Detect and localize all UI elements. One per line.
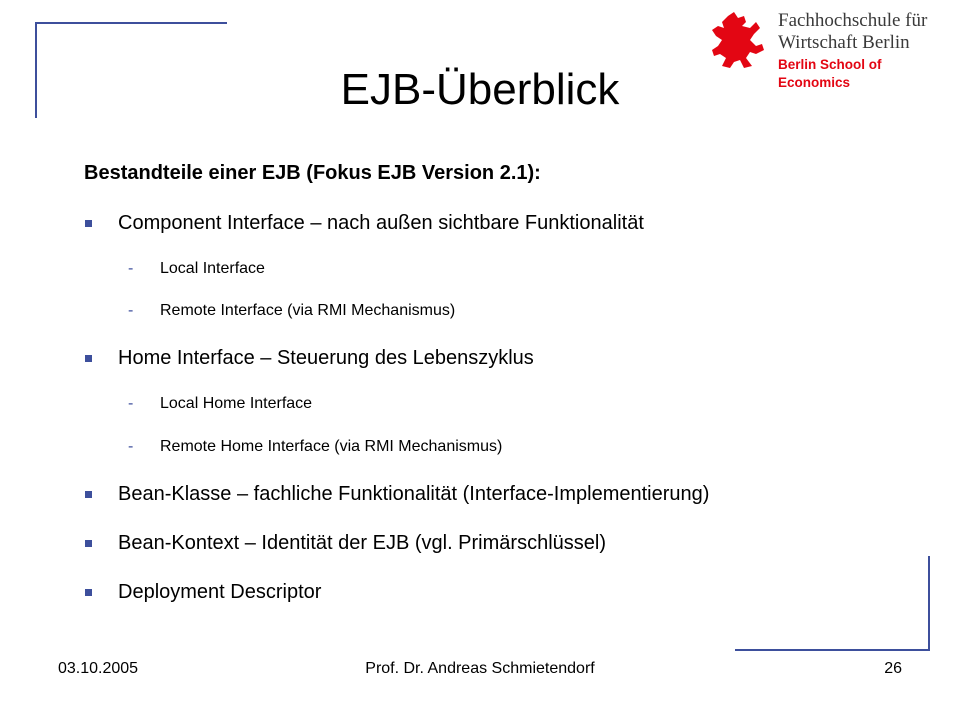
footer-date: 03.10.2005 <box>58 660 139 677</box>
logo-english-name: Berlin School of Economics <box>778 57 882 90</box>
bullet-text: Deployment Descriptor <box>118 581 322 603</box>
sub-item-text: Remote Interface (via RMI Mechanismus) <box>160 302 456 319</box>
bullet-text: Component Interface – nach außen sichtbare Funktionalität <box>118 212 644 234</box>
frame-top-horizontal-line <box>35 22 227 24</box>
bullet-text: Bean-Kontext – Identität der EJB (vgl. Primärschlüssel) <box>118 532 606 554</box>
slide-title: EJB-Überblick <box>340 65 620 114</box>
dash-marker: - <box>128 438 134 455</box>
bullet-text: Bean-Klasse – fachliche Funktionalität (Interface-Implementierung) <box>118 483 710 505</box>
square-bullet-icon <box>85 220 92 227</box>
dash-marker: - <box>128 395 134 412</box>
square-bullet-icon <box>85 540 92 547</box>
sub-item-text: Local Interface <box>160 260 265 277</box>
frame-bottom-horizontal-line <box>735 649 930 651</box>
dash-marker: - <box>128 260 134 277</box>
dash-marker: - <box>128 302 134 319</box>
frame-bottom-vertical-line <box>928 556 930 651</box>
sub-item-text: Remote Home Interface (via RMI Mechanismus) <box>160 438 503 455</box>
footer-author: Prof. Dr. Andreas Schmietendorf <box>365 660 595 677</box>
square-bullet-icon <box>85 355 92 362</box>
logo-school-name-line2: Wirtschaft Berlin <box>778 32 910 53</box>
bullet-text: Home Interface – Steuerung des Lebenszyklus <box>118 347 534 369</box>
square-bullet-icon <box>85 589 92 596</box>
slide-subtitle: Bestandteile einer EJB (Fokus EJB Version 2.1): <box>84 162 541 184</box>
logo-school-name-line1: Fachhochschule für <box>778 10 928 31</box>
page-number: 26 <box>884 660 902 677</box>
square-bullet-icon <box>85 491 92 498</box>
sub-item-text: Local Home Interface <box>160 395 313 412</box>
